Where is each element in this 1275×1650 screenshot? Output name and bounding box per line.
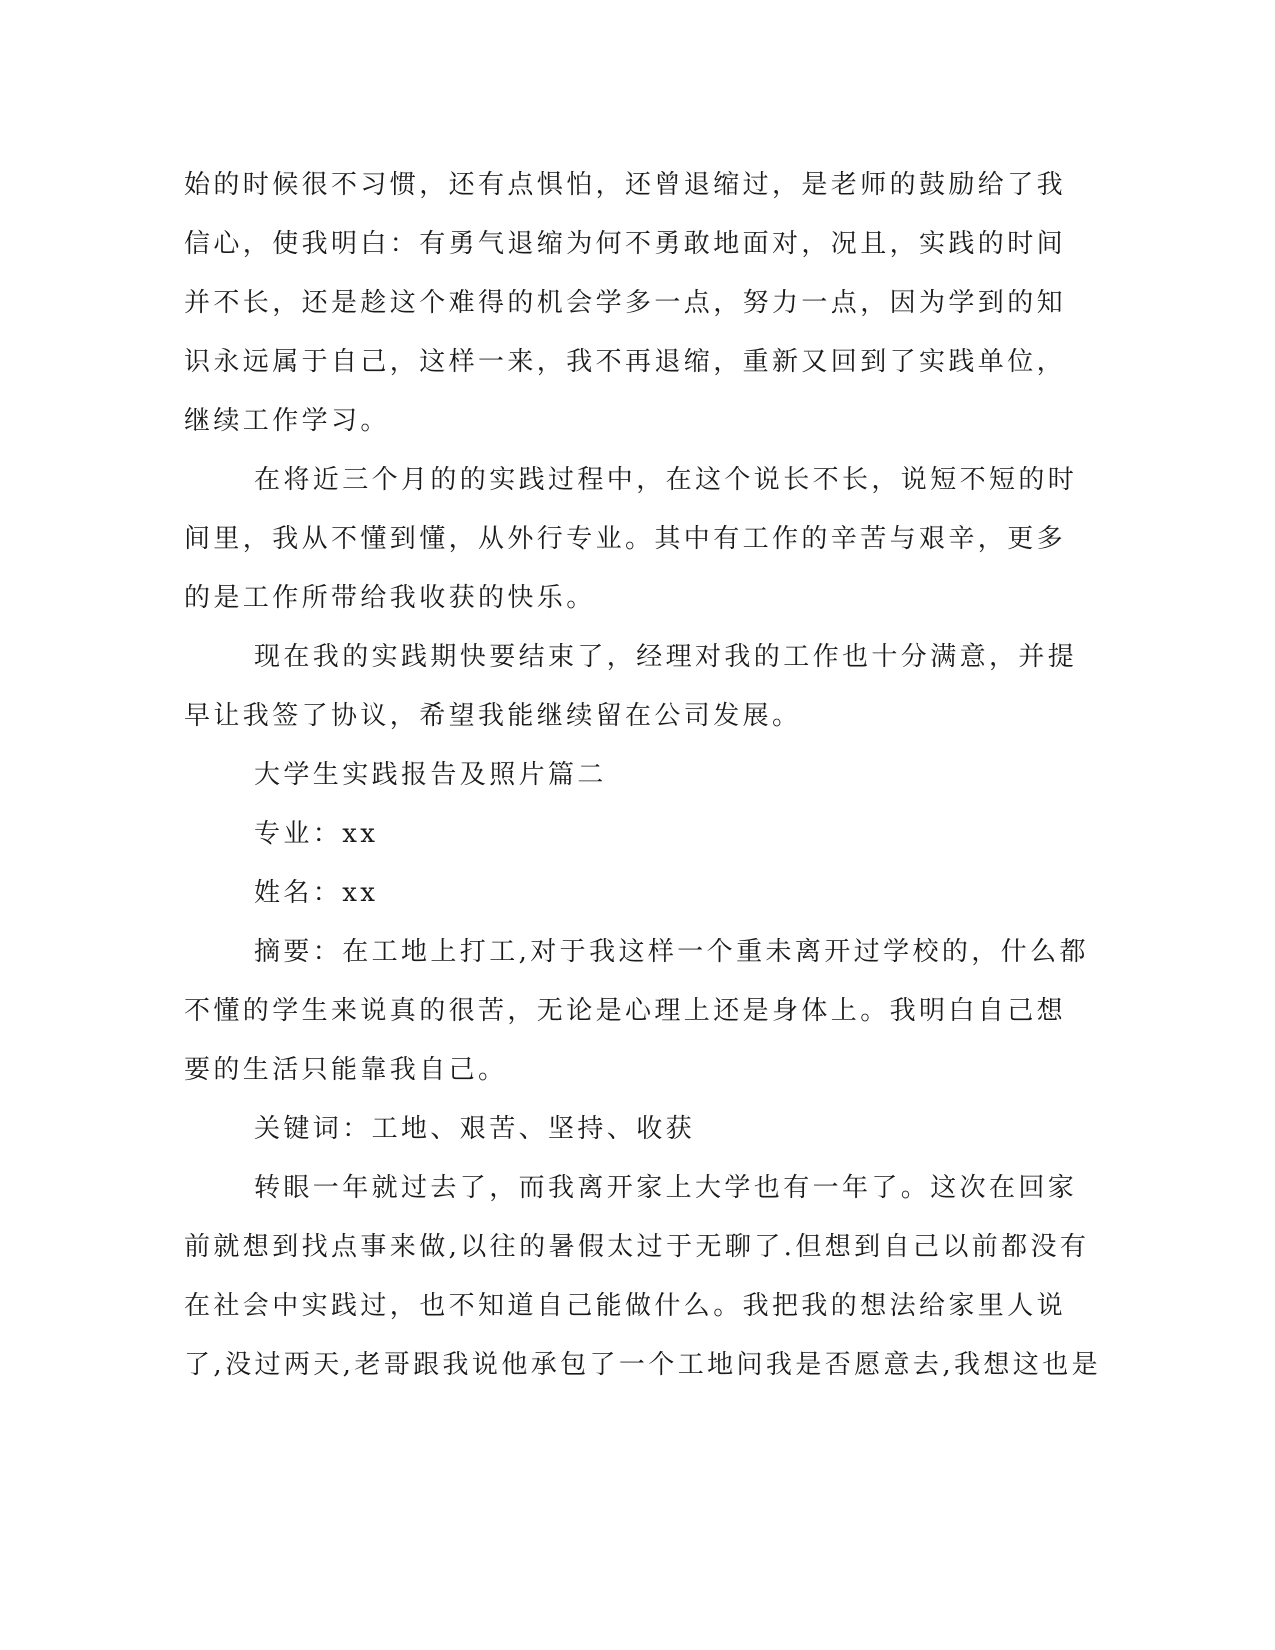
text-line: 间里，我从不懂到懂，从外行专业。其中有工作的辛苦与艰辛，更多 xyxy=(184,524,1067,554)
abstract-line: 摘要：在工地上打工,对于我这样一个重未离开过学校的，什么都 xyxy=(254,937,1089,967)
text-line: 继续工作学习。 xyxy=(184,406,390,436)
section-heading: 大学生实践报告及照片篇二 xyxy=(254,760,607,790)
text-line: 在将近三个月的的实践过程中，在这个说长不长，说短不短的时 xyxy=(254,465,1078,495)
name-field: 姓名：xx xyxy=(254,878,379,908)
text-line: 转眼一年就过去了，而我离开家上大学也有一年了。这次在回家 xyxy=(254,1173,1078,1203)
text-line: 的是工作所带给我收获的快乐。 xyxy=(184,583,596,613)
text-line: 了,没过两天,老哥跟我说他承包了一个工地问我是否愿意去,我想这也是 xyxy=(184,1350,1101,1380)
text-line: 不懂的学生来说真的很苦，无论是心理上还是身体上。我明白自己想 xyxy=(184,996,1067,1026)
text-line: 识永远属于自己，这样一来，我不再退缩，重新又回到了实践单位， xyxy=(184,347,1067,377)
text-line: 早让我签了协议，希望我能继续留在公司发展。 xyxy=(184,701,802,731)
text-line: 现在我的实践期快要结束了，经理对我的工作也十分满意，并提 xyxy=(254,642,1078,672)
text-line: 始的时候很不习惯，还有点惧怕，还曾退缩过，是老师的鼓励给了我 xyxy=(184,170,1067,200)
text-line: 在社会中实践过，也不知道自己能做什么。我把我的想法给家里人说 xyxy=(184,1291,1067,1321)
major-field: 专业：xx xyxy=(254,819,379,849)
text-line: 并不长，还是趁这个难得的机会学多一点，努力一点，因为学到的知 xyxy=(184,288,1067,318)
text-line: 要的生活只能靠我自己。 xyxy=(184,1055,508,1085)
text-line: 信心，使我明白：有勇气退缩为何不勇敢地面对，况且，实践的时间 xyxy=(184,229,1067,259)
text-line: 前就想到找点事来做,以往的暑假太过于无聊了.但想到自己以前都没有 xyxy=(184,1232,1090,1262)
document-body xyxy=(184,156,1101,1395)
keywords-line: 关键词：工地、艰苦、坚持、收获 xyxy=(254,1114,696,1144)
